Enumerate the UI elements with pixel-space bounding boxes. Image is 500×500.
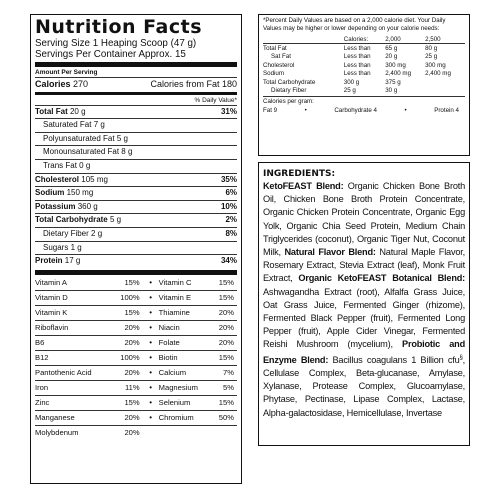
vitamin-row (35, 395, 237, 410)
ingredients-text (263, 180, 465, 420)
ingredient-text: Organic Chicken Bone Broth Oil, Chicken Bone Broth Protein Concentrate, Organic Chicken Protein Concentrate, Organic Egg Yolk, Organic Chia Seed Protein, Medium Chain Triglycerides (coconut), Organic Tiger Nut, Coconut Milk, (263, 181, 465, 258)
vitamin-name: Chromium (159, 410, 213, 425)
vitamin-percent (212, 425, 237, 440)
vitamin-name: Pantothenic Acid (35, 365, 112, 380)
ingredient-blend-heading: Natural Flavor Blend: (284, 247, 376, 258)
nutrient-name: Cholesterol (35, 174, 80, 184)
daily-values-cell: 375 g (385, 78, 401, 86)
vitamin-percent: 15% (218, 278, 234, 288)
vitamin-name: Thiamine (159, 305, 213, 320)
calories-row (35, 77, 237, 91)
vitamin-percent: 20% (212, 305, 237, 320)
daily-values-cell: Cholesterol (263, 61, 295, 69)
nutrient-percent: 31% (220, 106, 237, 116)
daily-values-cell (425, 86, 465, 94)
nutrient-name: Trans Fat (43, 160, 77, 170)
vitamin-percent: 20% (112, 410, 143, 425)
ingredient-text: Ashwagandha Extract (root), Alfalfa Grass Juice, Oat Grass Juice, Fermented Ginger (rhizome), Fermented Black Pepper (fruit), Fermented Long Pepper (fruit), Apple Cider Vinegar, Fermented Reishi Mushroom (mycelium), (263, 286, 465, 350)
bullet: • (143, 305, 159, 320)
nutrient-percent: 8% (225, 228, 237, 238)
vitamin-row (35, 425, 237, 440)
nutrient-name: Saturated Fat (43, 120, 92, 130)
vitamin-name: Biotin (159, 350, 213, 365)
bullet: • (143, 335, 159, 350)
daily-values-cell: 80 g (425, 45, 438, 53)
nutrition-facts-title: Nutrition Facts (35, 16, 203, 38)
nutrient-row (35, 105, 237, 119)
daily-values-cell: 65 g (385, 45, 398, 53)
daily-values-cell: Total Carbohydrate (263, 78, 316, 86)
nutrient-row (35, 254, 237, 268)
nutrient-name: Potassium (35, 201, 76, 211)
vitamin-percent: 5% (212, 380, 237, 395)
nutrient-amount: 105 mg (81, 174, 108, 184)
vitamin-percent: 50% (212, 410, 237, 425)
calories-per-gram-label: Calories per gram: (263, 97, 314, 105)
vitamin-row (35, 305, 237, 320)
vitamin-name (159, 425, 213, 440)
vitamin-name: Vitamin C (158, 278, 192, 288)
daily-values-table (263, 35, 465, 95)
nutrition-facts-panel (30, 14, 242, 484)
calories-per-gram-values (263, 106, 465, 115)
nutrient-name: Sodium (35, 188, 65, 198)
vitamin-name: Riboflavin (35, 320, 112, 335)
daily-values-note: *Percent Daily Values are based on a 2,000 calorie diet. Your Daily Values may be higher or lower depending on your calorie needs: (263, 17, 446, 32)
daily-values-cell: 300 mg (385, 61, 406, 69)
vitamin-percent: 7% (212, 365, 237, 380)
thick-divider (35, 62, 237, 67)
vitamin-name: B6 (35, 335, 112, 350)
daily-values-cell: Sodium (263, 70, 284, 78)
nutrient-percent: 6% (225, 188, 237, 198)
vitamin-name: Zinc (35, 395, 112, 410)
vitamin-percent: 20% (112, 335, 143, 350)
daily-values-cell: 2,500 (425, 35, 465, 44)
daily-values-cell: Less than (343, 70, 371, 78)
vitamin-name: B12 (35, 350, 112, 365)
vitamin-row (35, 380, 237, 395)
vitamin-percent: 100% (112, 350, 143, 365)
serving-size: Serving Size 1 Heaping Scoop (47 g) (35, 38, 197, 49)
nutrient-amount: 2 g (91, 228, 103, 238)
vitamin-percent: 20% (112, 320, 143, 335)
daily-values-cell: 300 mg (425, 61, 446, 69)
nutrient-amount: 17 g (64, 256, 81, 266)
daily-values-cell: Total Fat (263, 45, 287, 53)
vitamin-percent: 20% (112, 425, 143, 440)
vitamin-name: Vitamin E (159, 290, 213, 305)
nutrient-amount: 8 g (121, 147, 133, 157)
vitamin-name: Calcium (159, 365, 213, 380)
vitamin-percent: 15% (112, 395, 143, 410)
nutrient-amount: 0 g (79, 160, 91, 170)
ingredient-blend-heading: Probiotic and Enzyme Blend: (263, 339, 465, 365)
vitamin-row (35, 320, 237, 335)
servings-per-container: Servings Per Container Approx. 15 (35, 49, 186, 60)
bullet (143, 425, 159, 440)
amount-per-serving: Amount Per Serving (35, 69, 98, 76)
vitamin-percent: 15% (112, 305, 143, 320)
daily-values-cell (263, 35, 344, 44)
daily-values-cell: Sat Fat (271, 53, 291, 61)
daily-values-cell: Calories: (344, 35, 385, 44)
bullet: • (143, 380, 159, 395)
nutrient-amount: 5 g (116, 133, 128, 143)
nutrient-row (35, 241, 237, 255)
vitamin-row (35, 335, 237, 350)
nutrient-name: Sugars (43, 242, 69, 252)
nutrient-row (35, 227, 237, 241)
daily-values-cell: Dietary Fiber (271, 87, 307, 95)
vitamin-name: Folate (159, 335, 213, 350)
nutrient-name: Protein (35, 256, 63, 266)
vitamin-row (35, 276, 237, 291)
vitamin-name: Molybdenum (35, 425, 112, 440)
ingredients-title: INGREDIENTS: (263, 169, 336, 179)
daily-values-header-row (263, 35, 465, 44)
carb-per-gram: Carbohydrate 4 (334, 106, 377, 114)
nutrient-row (35, 132, 237, 146)
nutrient-amount: 150 mg (66, 188, 94, 198)
vitamin-percent: 15% (124, 278, 140, 288)
vitamin-row (35, 410, 237, 425)
calories-value: 270 (73, 79, 89, 89)
vitamin-percent: 11% (112, 380, 143, 395)
vitamin-name: Selenium (159, 395, 213, 410)
bullet: • (143, 320, 159, 335)
ingredient-text: Bacillus coagulans 1 Billion cfu (328, 354, 460, 365)
nutrient-percent: 34% (220, 256, 237, 266)
daily-values-row (263, 44, 465, 53)
ingredient-blend-heading: KetoFEAST Blend: (263, 181, 344, 191)
daily-values-cell: Less than (343, 45, 371, 53)
ingredient-text: Natural Maple Flavor, Rosemary Extract, Stevia Extract (leaf), Monk Fruit Extract, (263, 247, 465, 284)
nutrient-name: Polyunsaturated Fat (43, 133, 115, 143)
bullet: • (143, 350, 159, 365)
bullet: • (143, 410, 159, 425)
daily-value-header: % Daily Value* (194, 96, 237, 104)
vitamin-name: Manganese (35, 410, 112, 425)
nutrient-amount: 360 g (77, 201, 98, 211)
daily-values-row (263, 61, 465, 69)
daily-values-cell: 2,400 mg (425, 70, 451, 78)
nutrient-label (43, 133, 128, 146)
vitamin-name: Niacin (159, 320, 213, 335)
ingredient-text: § (459, 354, 463, 361)
nutrient-percent: 35% (220, 174, 237, 184)
vitamin-name: Vitamin D (35, 290, 112, 305)
nutrient-label (35, 255, 80, 268)
nutrient-name: Total Carbohydrate (35, 215, 108, 225)
vitamin-percent: 15% (212, 350, 237, 365)
nutrient-label (35, 174, 108, 187)
bullet: • (143, 395, 159, 410)
nutrient-amount: 1 g (70, 242, 82, 252)
nutrient-row (35, 159, 237, 173)
daily-values-row (263, 78, 465, 86)
bullet: • (149, 278, 153, 288)
daily-values-cell: 25 g (425, 53, 438, 61)
vitamin-percent: 15% (212, 290, 237, 305)
daily-values-cell (425, 78, 465, 86)
daily-values-row (263, 86, 465, 94)
vitamin-row (35, 350, 237, 365)
ingredients-panel (258, 162, 470, 446)
calories-label-group (35, 78, 88, 91)
nutrient-name: Dietary Fiber (43, 228, 89, 238)
vitamin-row (35, 365, 237, 380)
vitamin-percent: 15% (212, 395, 237, 410)
ingredient-text: , Cellulase Complex, Beta-glucanase, Amylase, Xylanase, Protease Complex, Glucoamylase, Phytase, Pectinase, Lipase Complex, Lactase, Alpha-galactosidase, Hemicellulase, Invertase (263, 354, 465, 418)
nutrient-label (35, 187, 93, 200)
ingredient-blend-heading: Organic KetoFEAST Botanical Blend: (298, 273, 465, 284)
vitamin-percent: 20% (212, 320, 237, 335)
daily-values-cell: Less than (343, 61, 371, 69)
nutrient-row (35, 145, 237, 159)
daily-values-cell: 20 g (385, 53, 398, 61)
vitamin-percent: 20% (112, 365, 143, 380)
nutrient-percent: 2% (225, 215, 237, 225)
nutrient-amount: 7 g (93, 120, 105, 130)
fat-per-gram: Fat 9 (263, 106, 278, 114)
vitamin-percent: 20% (212, 335, 237, 350)
bullet: • (404, 106, 407, 114)
daily-values-cell: 2,000 (385, 35, 425, 44)
nutrient-rows (35, 105, 237, 268)
daily-values-row (263, 70, 465, 78)
calories-label: Calories (35, 79, 71, 89)
bullet: • (304, 106, 307, 114)
nutrient-label (43, 119, 105, 132)
vitamin-name: Vitamin K (35, 305, 112, 320)
vitamin-percent: 100% (112, 290, 143, 305)
nutrient-percent: 10% (220, 201, 237, 211)
vitamin-name: Iron (35, 380, 112, 395)
daily-values-cell: 30 g (385, 87, 398, 95)
nutrient-name: Total Fat (35, 106, 68, 116)
nutrient-row (35, 213, 237, 227)
vitamin-row (35, 290, 237, 305)
vitamin-name: Magnesium (159, 380, 213, 395)
nutrient-label (43, 228, 102, 241)
daily-values-cell: Less than (343, 53, 371, 61)
nutrient-row (35, 118, 237, 132)
medium-divider (35, 92, 237, 95)
nutrient-row (35, 200, 237, 214)
nutrient-amount: 5 g (109, 215, 122, 225)
vitamin-name: Vitamin A (35, 278, 67, 288)
thick-divider (35, 270, 237, 275)
nutrient-label (43, 146, 132, 159)
daily-values-row (263, 53, 465, 61)
nutrient-amount: 20 g (69, 106, 86, 116)
nutrient-label (35, 106, 86, 119)
nutrient-label (35, 214, 121, 227)
nutrient-name: Monounsaturated Fat (43, 147, 120, 157)
nutrient-label (43, 160, 90, 173)
nutrient-label (43, 242, 82, 255)
vitamins-table (35, 276, 237, 440)
nutrient-row (35, 173, 237, 187)
nutrient-row (35, 186, 237, 200)
bullet: • (143, 365, 159, 380)
daily-values-panel (258, 14, 470, 156)
daily-values-cell: 300 g (343, 78, 360, 86)
bullet: • (143, 290, 159, 305)
protein-per-gram: Protein 4 (434, 106, 459, 114)
daily-values-cell: 25 g (343, 87, 356, 95)
calories-from-fat: Calories from Fat 180 (150, 79, 237, 89)
daily-values-cell: 2,400 mg (385, 70, 412, 78)
nutrient-label (35, 201, 98, 214)
